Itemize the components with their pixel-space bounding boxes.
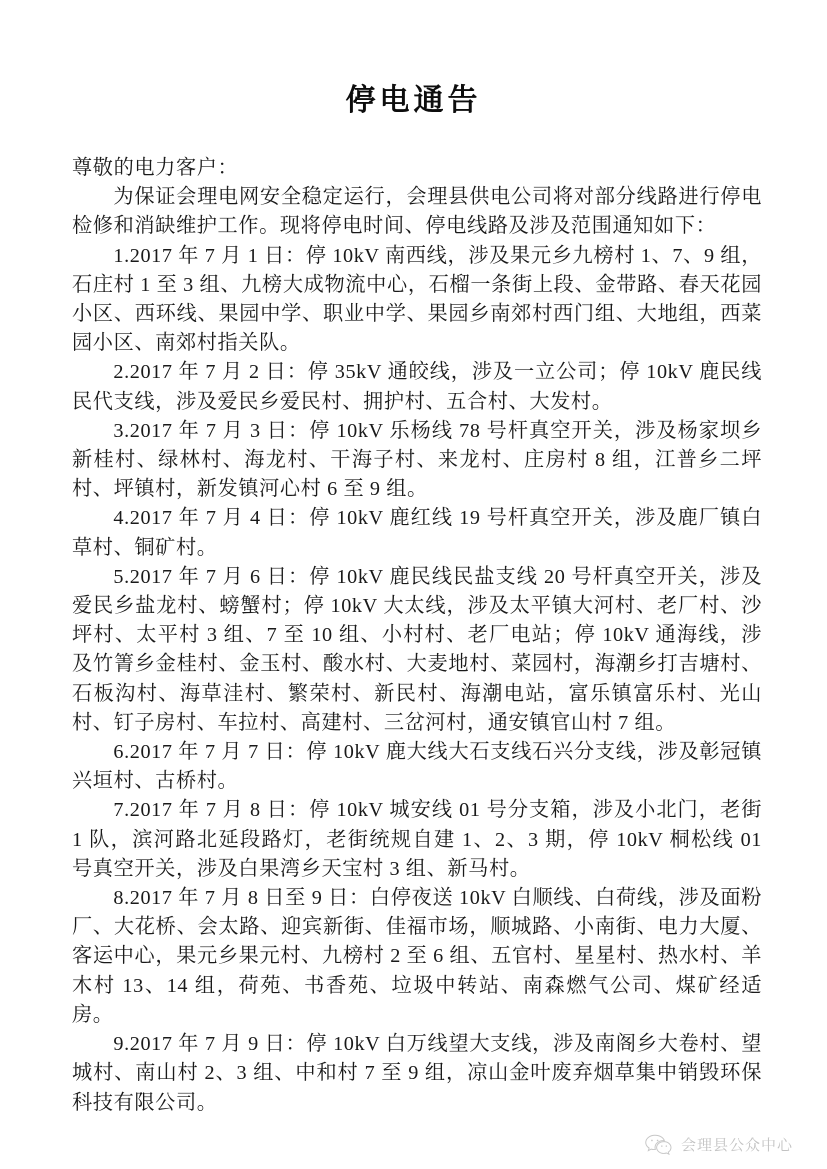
page-title: 停电通告 — [345, 84, 482, 117]
document-body — [72, 154, 762, 1118]
outage-item-3: 3.2017 年 7 月 3 日：停 10kV 乐杨线 78 号杆真空开关，涉及杨家坝乡新桂村、绿林村、海龙村、干海子村、来龙村、庄房村 8 组，江普乡二坪村、坪镇村，新发镇河心村 6 至 9 组。 — [72, 419, 762, 501]
outage-item-9: 9.2017 年 7 月 9 日：停 10kV 白万线望大支线，涉及南阁乡大卷村、望城村、南山村 2、3 组、中和村 7 至 9 组，凉山金叶废弃烟草集中销毁环保科技有限公司。 — [72, 1033, 762, 1114]
salutation-paragraph: 尊敬的电力客户： — [72, 157, 239, 179]
outage-item-5: 5.2017 年 7 月 6 日：停 10kV 鹿民线民盐支线 20 号杆真空开关，涉及爱民乡盐龙村、螃蟹村；停 10kV 大太线，涉及太平镇大河村、老厂村、沙坪村、太平村 3 组、7 至 10 组、小村村、老厂电站；停 10kV 通海线，涉及竹箐乡金桂村、金玉村、酸水村、大麦地村、菜园村，海潮乡打吉塘村、石板沟村、海草洼村、繁荣村、新民村、海潮电站，富乐镇富乐村、光山村、钉子房村、车拉村、高建村、三岔河村，通安镇官山村 7 组。 — [72, 565, 762, 734]
outage-item-6: 6.2017 年 7 月 7 日：停 10kV 鹿大线大石支线石兴分支线，涉及彰冠镇兴垣村、古桥村。 — [72, 741, 762, 793]
watermark-label: 会理县公众中心 — [680, 1136, 793, 1154]
outage-item-2: 2.2017 年 7 月 2 日：停 35kV 通皎线，涉及一立公司；停 10kV 鹿民线民代支线，涉及爱民乡爱民村、拥护村、五合村、大发村。 — [72, 361, 762, 413]
outage-item-1: 1.2017 年 7 月 1 日：停 10kV 南西线，涉及果元乡九榜村 1、7、9 组，石庄村 1 至 3 组、九榜大成物流中心，石榴一条街上段、金带路、春天花园小区、西环线、果园中学、职业中学、果园乡南郊村西门组、大地组，西菜园小区、南郊村指关队。 — [72, 244, 762, 355]
intro-paragraph: 为保证会理电网安全稳定运行，会理县供电公司将对部分线路进行停电检修和消缺维护工作。现将停电时间、停电线路及涉及范围通知如下： — [72, 186, 762, 238]
wechat-icon — [644, 1133, 674, 1155]
footer-watermark — [644, 1133, 793, 1155]
outage-item-4: 4.2017 年 7 月 4 日：停 10kV 鹿红线 19 号杆真空开关，涉及鹿厂镇白草村、铜矿村。 — [72, 507, 762, 559]
outage-item-7: 7.2017 年 7 月 8 日：停 10kV 城安线 01 号分支箱，涉及小北门，老街 1 队，滨河路北延段路灯，老街统规自建 1、2、3 期，停 10kV 桐松线 01 号真空开关，涉及白果湾乡天宝村 3 组、新马村。 — [72, 799, 762, 880]
outage-item-8: 8.2017 年 7 月 8 日至 9 日：白停夜送 10kV 白顺线、白荷线，涉及面粉厂、大花桥、会太路、迎宾新街、佳福市场，顺城路、小南街、电力大厦、客运中心，果元乡果元村、九榜村 2 至 6 组、五官村、星星村、热水村、羊木村 13、14 组，荷苑、书香苑、垃圾中转站、南森燃气公司、煤矿经适房。 — [72, 887, 762, 1026]
